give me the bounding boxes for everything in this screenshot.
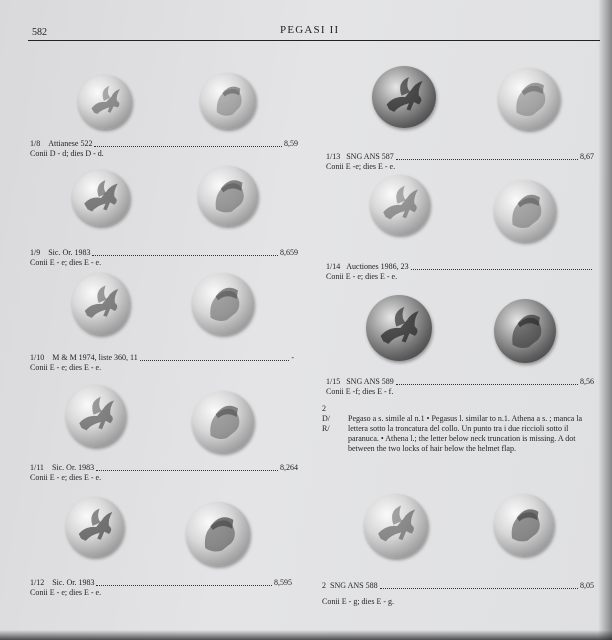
running-title: PEGASI II xyxy=(280,24,340,36)
entry-weight: 8,67 xyxy=(580,152,594,161)
coin-athena-1-14 xyxy=(494,180,556,242)
coin-athena-1-13 xyxy=(498,68,560,130)
coin-athena-1-15 xyxy=(494,299,556,363)
entry-number: 1/12 xyxy=(30,578,45,587)
entry-number: 2 xyxy=(322,581,326,590)
entry-weight: 8,595 xyxy=(274,578,292,587)
pegasus-icon xyxy=(366,295,432,361)
coin-pegasus-1-10 xyxy=(72,273,130,335)
page-gutter-shadow xyxy=(598,0,612,640)
coin-pegasus-1-8 xyxy=(78,75,132,129)
athena-head-icon xyxy=(494,299,556,363)
athena-head-icon xyxy=(198,166,258,226)
entry-reference: Attianese 522 xyxy=(48,139,93,148)
entry-weight: 8,264 xyxy=(280,463,298,472)
pegasus-icon xyxy=(72,170,130,226)
catalogue-entry-1-12 xyxy=(30,578,292,598)
athena-head-icon xyxy=(494,494,554,556)
entry-reference: Sic. Or. 1983 xyxy=(51,463,95,472)
athena-head-icon xyxy=(192,391,254,453)
catalogue-entry-1-8 xyxy=(30,139,298,159)
catalogue-entry-1-11 xyxy=(30,463,298,483)
coin-pegasus-1-13 xyxy=(372,66,436,128)
entry-reference: SNG ANS 589 xyxy=(346,377,394,386)
coin-athena-1-11 xyxy=(192,391,254,453)
entry-reference: M & M 1974, liste 360, 11 xyxy=(52,353,138,362)
coin-pegasus-2 xyxy=(364,494,428,558)
catalogue-entry-1-14 xyxy=(326,262,594,282)
entry-dies: Conii E -f; dies E - f. xyxy=(326,387,394,396)
entry-dies: Conii E -e; dies E - e. xyxy=(326,162,396,171)
type-number: 2 xyxy=(322,404,326,413)
pegasus-icon xyxy=(72,273,130,335)
entry-number: 1/8 xyxy=(30,139,41,148)
entry-reference: Sic. Or. 1983 xyxy=(48,248,91,257)
entry-weight: 8,56 xyxy=(580,377,594,386)
athena-head-icon xyxy=(186,502,250,566)
coin-pegasus-1-15 xyxy=(366,295,432,361)
athena-head-icon xyxy=(498,68,560,130)
entry-reference: SNG ANS 588 xyxy=(330,581,378,590)
athena-head-icon xyxy=(200,73,256,129)
entry-reference: Sic. Or. 1983 xyxy=(52,578,95,587)
pegasus-icon xyxy=(66,497,124,557)
reverse-label: R/ xyxy=(322,424,330,433)
page-number: 582 xyxy=(32,27,47,38)
entry-reference: Auctiones 1986, 23 xyxy=(346,262,409,271)
entry-dies: Conii E - g; dies E - g. xyxy=(322,597,394,606)
coin-athena-1-10 xyxy=(192,273,254,335)
catalogue-entry-1-13 xyxy=(326,152,594,172)
entry-dies: Conii E - e; dies E - e. xyxy=(30,473,102,482)
type-description: Pegaso a s. simile al n.1 • Pegasus l. similar to n.1. Athena a s. ; manca la lettera sotto la troncatura del collo. Un punto tra i due riccioli sotto il paranuca. • Athena l.; the letter below neck truncation is missing. A dot between the two locks of hair below the helmet flap. xyxy=(348,414,583,453)
entry-number: 1/9 xyxy=(30,248,41,257)
entry-weight: 8,05 xyxy=(580,581,594,590)
catalogue-entry-1-15 xyxy=(326,377,594,397)
coin-pegasus-1-14 xyxy=(370,175,430,235)
entry-weight: 8,659 xyxy=(280,248,298,257)
pegasus-icon xyxy=(364,494,428,558)
entry-number: 1/13 xyxy=(326,152,341,161)
coin-athena-1-12 xyxy=(186,502,250,566)
entry-dies: Conii D - d; dies D - d. xyxy=(30,149,104,158)
pegasus-icon xyxy=(370,175,430,235)
page-bottom-edge xyxy=(0,630,612,640)
catalogue-entry-2 xyxy=(322,581,594,607)
coin-athena-2 xyxy=(494,494,554,556)
header-rule xyxy=(28,40,600,41)
coin-pegasus-1-9 xyxy=(72,170,130,226)
entry-number: 1/11 xyxy=(30,463,44,472)
coin-pegasus-1-12 xyxy=(66,497,124,557)
entry-dies: Conii E - e; dies E - e. xyxy=(326,272,398,281)
coin-pegasus-1-11 xyxy=(66,385,126,447)
entry-reference: SNG ANS 587 xyxy=(346,152,394,161)
obverse-label: D/ xyxy=(322,414,330,423)
athena-head-icon xyxy=(192,273,254,335)
entry-weight: 8,59 xyxy=(284,139,298,148)
entry-number: 1/10 xyxy=(30,353,45,362)
entry-dies: Conii E - e; dies E - e. xyxy=(30,363,102,372)
pegasus-icon xyxy=(372,66,436,128)
catalogue-entry-1-9 xyxy=(30,248,298,268)
entry-dies: Conii E - e; dies E - e. xyxy=(30,258,102,267)
catalogue-entry-1-10 xyxy=(30,353,294,373)
entry-number: 1/15 xyxy=(326,377,341,386)
pegasus-icon xyxy=(66,385,126,447)
entry-number: 1/14 xyxy=(326,262,341,271)
entry-weight: - xyxy=(291,353,294,362)
athena-head-icon xyxy=(494,180,556,242)
coin-athena-1-9 xyxy=(198,166,258,226)
pegasus-icon xyxy=(78,75,132,129)
coin-athena-1-8 xyxy=(200,73,256,129)
entry-dies: Conii E - e; dies E - e. xyxy=(30,588,102,597)
